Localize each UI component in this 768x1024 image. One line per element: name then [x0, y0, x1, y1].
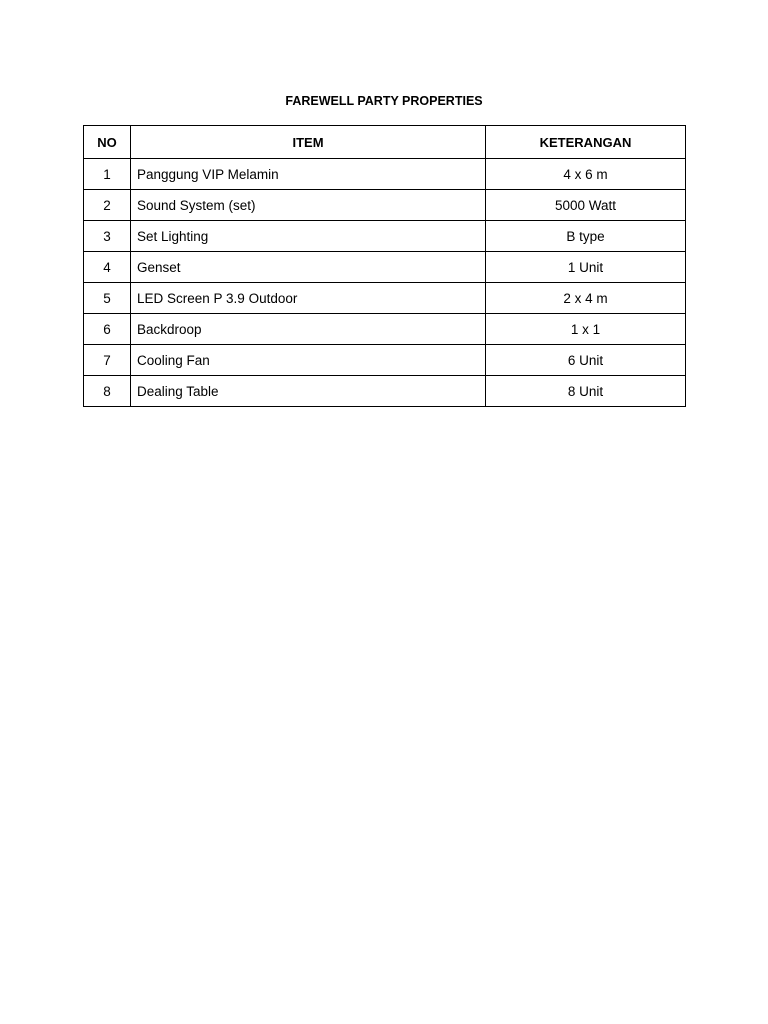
cell-item: Set Lighting: [131, 221, 486, 252]
table-row: [84, 314, 686, 345]
table-row: [84, 283, 686, 314]
table-row: [84, 252, 686, 283]
cell-keterangan: 2 x 4 m: [486, 283, 686, 314]
cell-no: 1: [84, 159, 131, 190]
cell-no: 4: [84, 252, 131, 283]
cell-item: LED Screen P 3.9 Outdoor: [131, 283, 486, 314]
cell-no: 2: [84, 190, 131, 221]
table-header-row: [84, 126, 686, 159]
page-title: FAREWELL PARTY PROPERTIES: [285, 94, 483, 108]
properties-table: [83, 125, 686, 407]
table-row: [84, 221, 686, 252]
cell-item: Dealing Table: [131, 376, 486, 407]
table-row: [84, 159, 686, 190]
table-row: [84, 345, 686, 376]
cell-no: 8: [84, 376, 131, 407]
cell-item: Panggung VIP Melamin: [131, 159, 486, 190]
cell-item: Cooling Fan: [131, 345, 486, 376]
cell-no: 5: [84, 283, 131, 314]
cell-no: 7: [84, 345, 131, 376]
table-row: [84, 376, 686, 407]
cell-keterangan: 1 x 1: [486, 314, 686, 345]
table-row: [84, 190, 686, 221]
cell-keterangan: 4 x 6 m: [486, 159, 686, 190]
cell-keterangan: 1 Unit: [486, 252, 686, 283]
header-item: ITEM: [131, 126, 486, 159]
cell-keterangan: B type: [486, 221, 686, 252]
cell-keterangan: 8 Unit: [486, 376, 686, 407]
cell-no: 3: [84, 221, 131, 252]
cell-no: 6: [84, 314, 131, 345]
cell-item: Genset: [131, 252, 486, 283]
cell-item: Backdroop: [131, 314, 486, 345]
header-keterangan: KETERANGAN: [486, 126, 686, 159]
header-no: NO: [84, 126, 131, 159]
cell-item: Sound System (set): [131, 190, 486, 221]
cell-keterangan: 5000 Watt: [486, 190, 686, 221]
cell-keterangan: 6 Unit: [486, 345, 686, 376]
